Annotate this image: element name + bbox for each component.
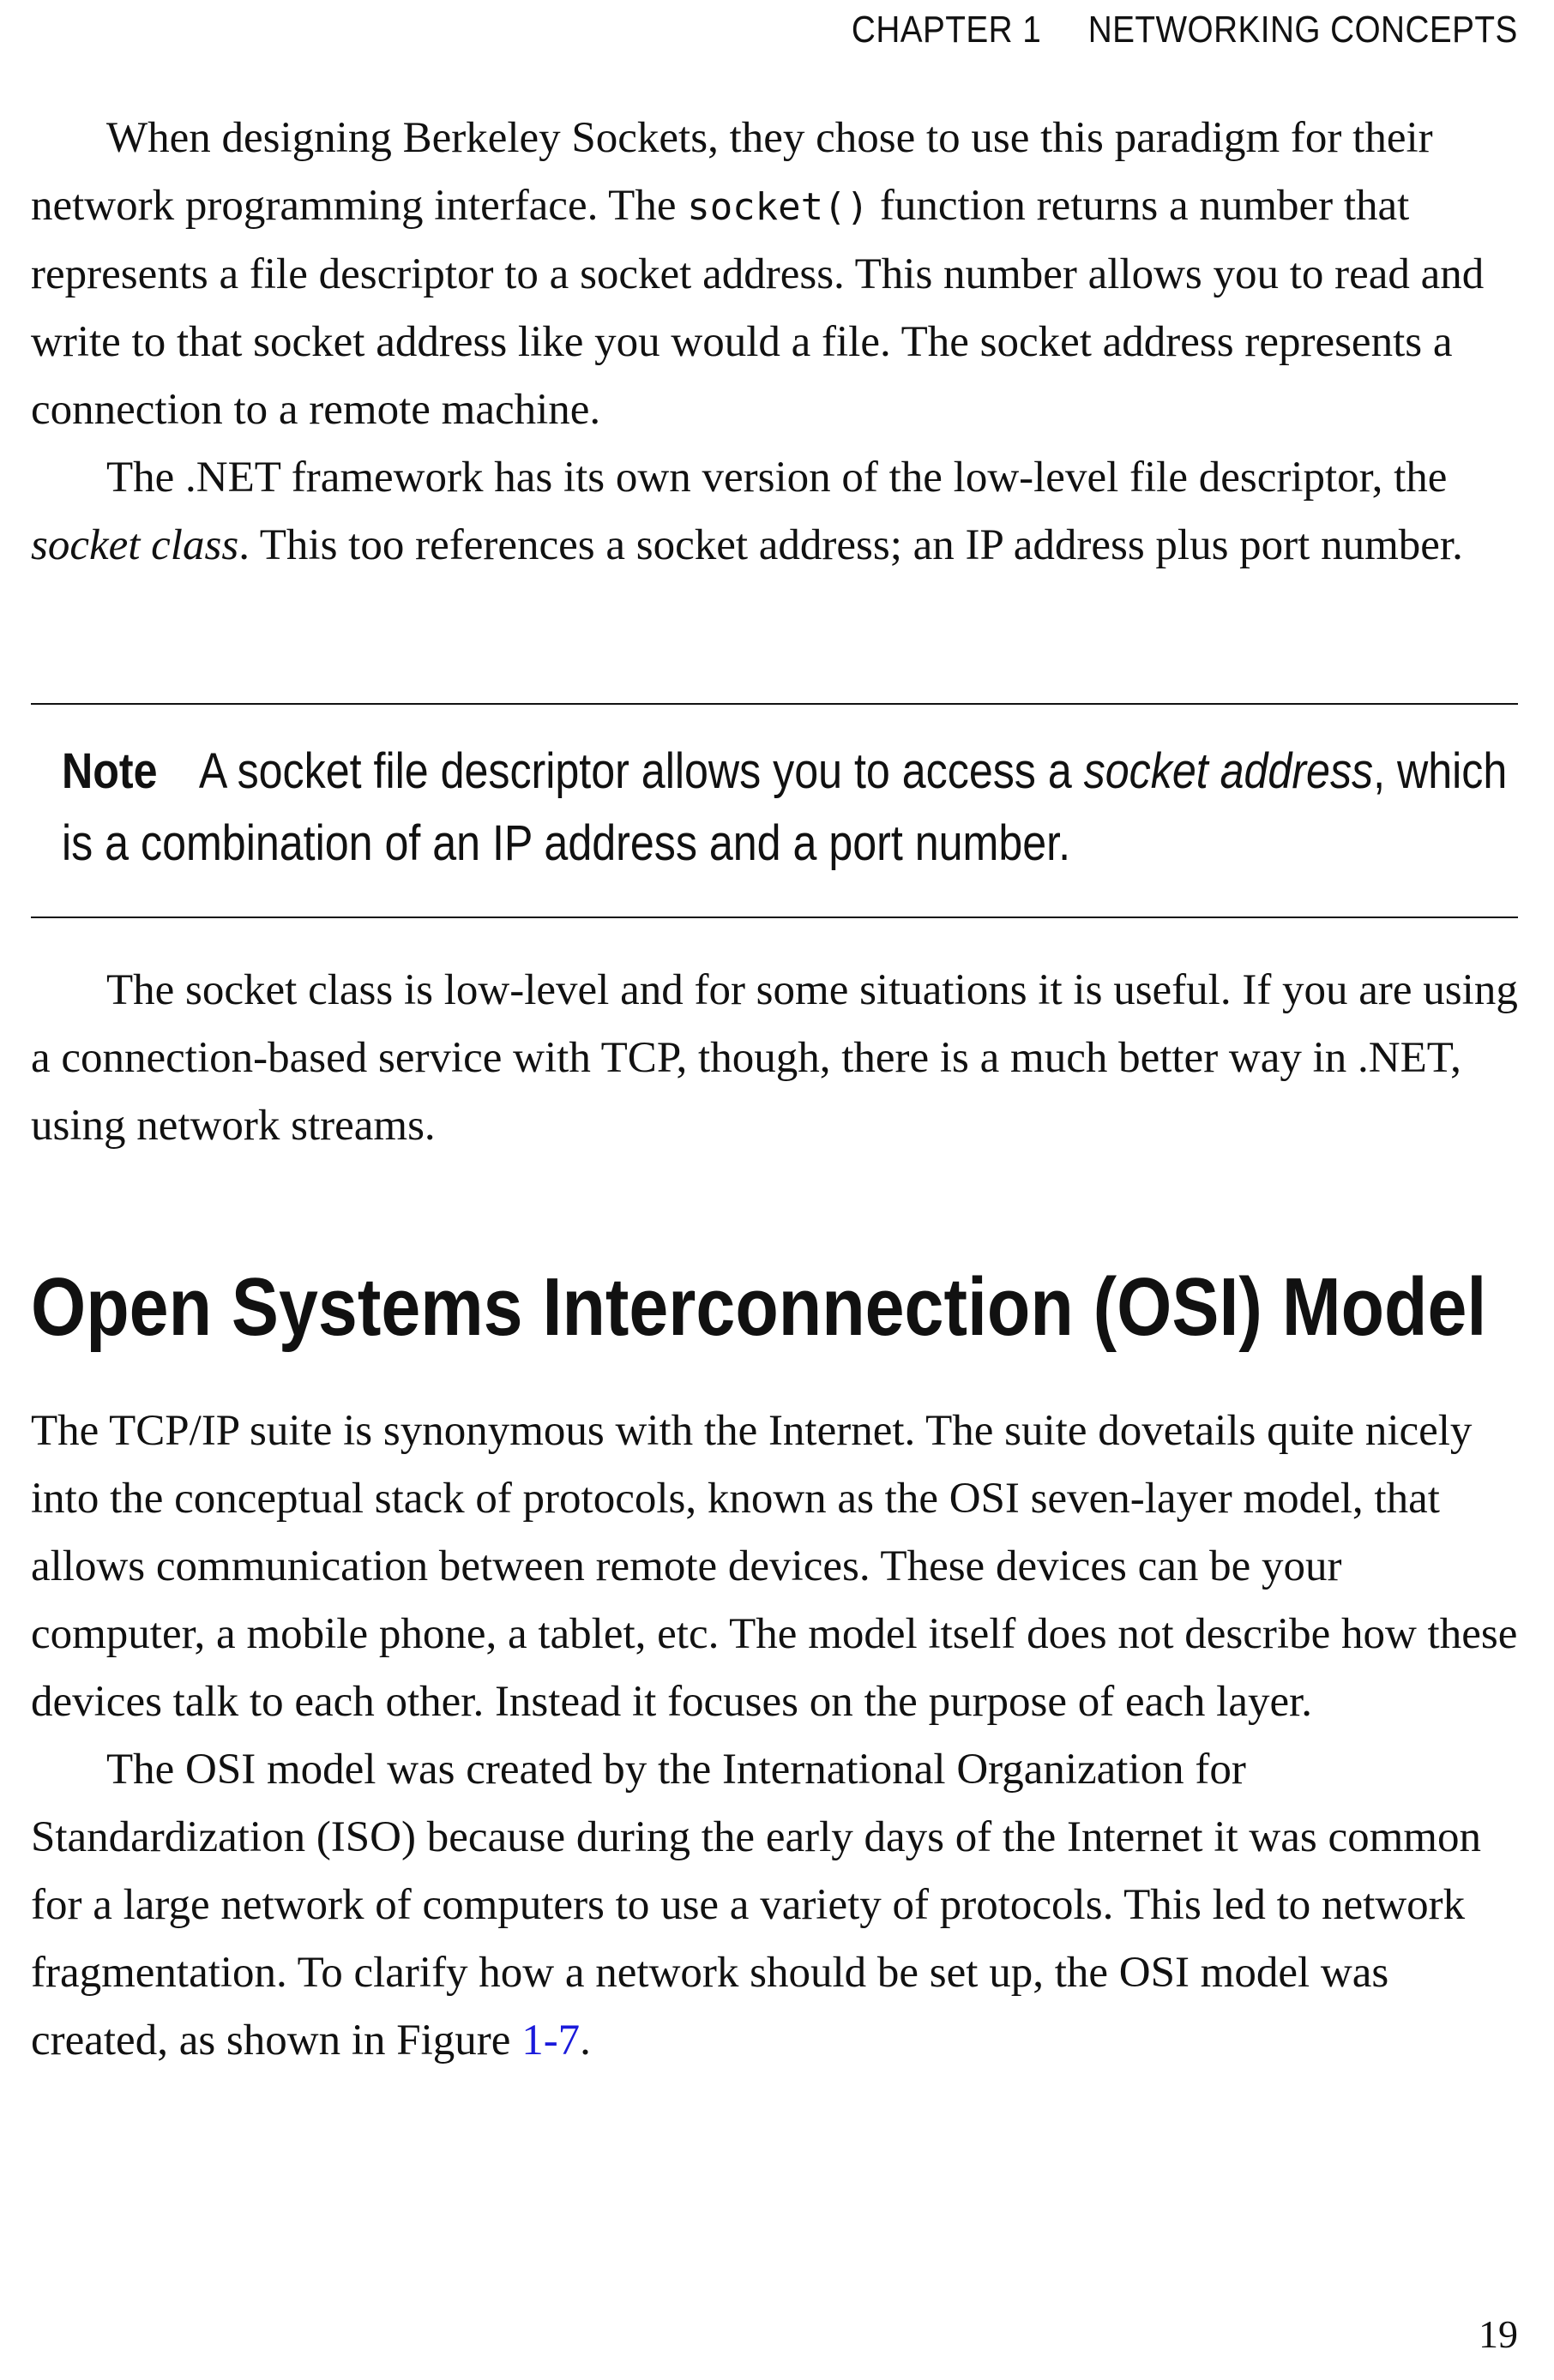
- running-header: [852, 9, 1518, 51]
- section-heading: Open Systems Interconnection (OSI) Model: [31, 1261, 1487, 1353]
- post-note-paragraphs: [31, 957, 1518, 1160]
- paragraph-berkeley-sockets: When designing Berkeley Sockets, they chose to use this paradigm for their network programming interface. The socket() function returns a number that represents a file descriptor to a socket address. This number allows you to read and write to that socket address like you would a file. The socket address represents a connection to a remote machine.: [31, 114, 1485, 434]
- intro-paragraphs: [31, 105, 1518, 580]
- code-socket-function: socket(): [687, 185, 870, 229]
- paragraph-network-streams: The socket class is low-level and for some situations it is useful. If you are using a connection-based service with TCP, though, there is a much better way in .NET, using network streams.: [31, 966, 1518, 1150]
- note-label: Note: [62, 743, 158, 799]
- chapter-label: CHAPTER 1: [852, 9, 1042, 51]
- page-number: 19: [1479, 2312, 1518, 2356]
- note-bottom-rule: [31, 917, 1518, 918]
- paragraph-tcp-ip-suite: The TCP/IP suite is synonymous with the Internet. The suite dovetails quite nicely into the conceptual stack of protocols, known as the OSI seven-layer model, that allows communication between remote devices. These devices can be your computer, a mobile phone, a tablet, etc. The model itself does not describe how these devices talk to each other. Instead it focuses on the purpose of each layer.: [31, 1407, 1518, 1726]
- osi-section-body: [31, 1397, 1518, 2075]
- chapter-title: NETWORKING CONCEPTS: [1088, 9, 1518, 51]
- figure-reference-link[interactable]: 1-7: [521, 2016, 581, 2064]
- emphasis-socket-class: socket class: [31, 521, 239, 569]
- note-top-rule: [31, 703, 1518, 705]
- note-box: Note A socket file descriptor allows you to access a socket address, which is a combination of an IP address and a port number.: [62, 743, 1508, 871]
- book-page: [31, 0, 1518, 2380]
- paragraph-osi-history: The OSI model was created by the International Organization for Standardization (ISO) because during the early days of the Internet it was common for a large network of computers to use a variety of protocols. This led to network fragmentation. To clarify how a network should be set up, the OSI model was created, as shown in Figure 1-7.: [31, 1746, 1481, 2064]
- paragraph-dotnet-socket-class: The .NET framework has its own version of the low-level file descriptor, the socket class. This too references a socket address; an IP address plus port number.: [31, 454, 1463, 569]
- emphasis-socket-address: socket address: [1083, 743, 1374, 799]
